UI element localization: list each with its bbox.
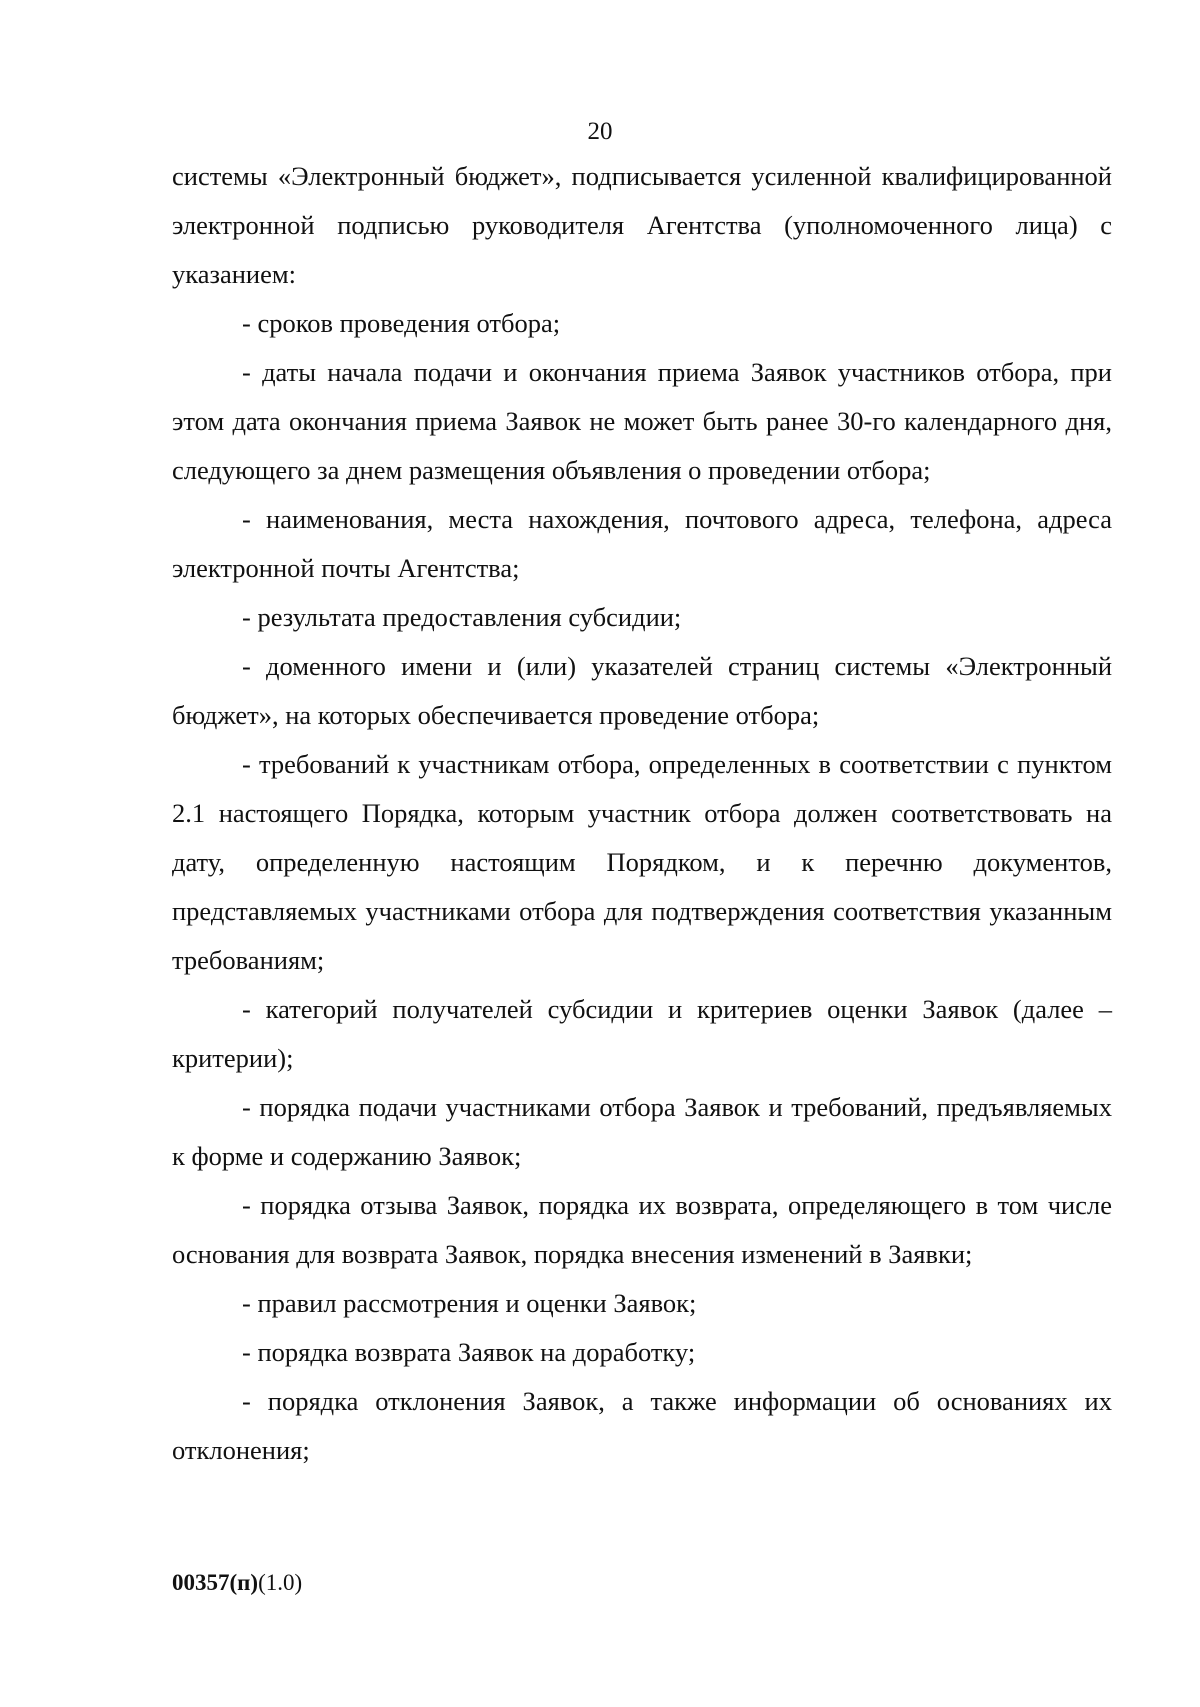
paragraph: - порядка возврата Заявок на доработку; xyxy=(242,1337,696,1367)
page-number: 20 xyxy=(587,118,613,145)
paragraph: - порядка отклонения Заявок, а также информации об основаниях их отклонения; xyxy=(172,1386,1112,1465)
paragraph: - результата предоставления субсидии; xyxy=(242,602,682,632)
paragraph: системы «Электронный бюджет», подписывается усиленной квалифицированной электронной подписью руководителя Агентства (уполномоченного лица) с указанием: xyxy=(172,161,1112,289)
paragraph: - сроков проведения отбора; xyxy=(242,308,561,338)
document-body xyxy=(172,152,1112,1475)
paragraph: - правил рассмотрения и оценки Заявок; xyxy=(242,1288,697,1318)
paragraph: - порядка отзыва Заявок, порядка их возврата, определяющего в том числе основания для возврата Заявок, порядка внесения изменений в Заявки; xyxy=(172,1190,1112,1269)
paragraph: - наименования, места нахождения, почтового адреса, телефона, адреса электронной почты Агентства; xyxy=(172,504,1112,583)
paragraph: - категорий получателей субсидии и критериев оценки Заявок (далее – критерии); xyxy=(172,994,1112,1073)
paragraph: - даты начала подачи и окончания приема Заявок участников отбора, при этом дата окончания приема Заявок не может быть ранее 30-го календарного дня, следующего за днем размещения объявления о проведении отбора; xyxy=(172,357,1112,485)
document-code xyxy=(172,1568,302,1598)
paragraph: - доменного имени и (или) указателей страниц системы «Электронный бюджет», на которых обеспечивается проведение отбора; xyxy=(172,651,1112,730)
paragraph: - требований к участникам отбора, определенных в соответствии с пунктом 2.1 настоящего Порядка, которым участник отбора должен соответствовать на дату, определенную настоящим Порядком, и к перечню документов, представляемых участниками отбора для подтверждения соответствия указанным требованиям; xyxy=(172,749,1112,975)
paragraph: - порядка подачи участниками отбора Заявок и требований, предъявляемых к форме и содержанию Заявок; xyxy=(172,1092,1112,1171)
document-code-version: (1.0) xyxy=(258,1570,303,1595)
document-code-number: 00357(п) xyxy=(172,1570,259,1595)
